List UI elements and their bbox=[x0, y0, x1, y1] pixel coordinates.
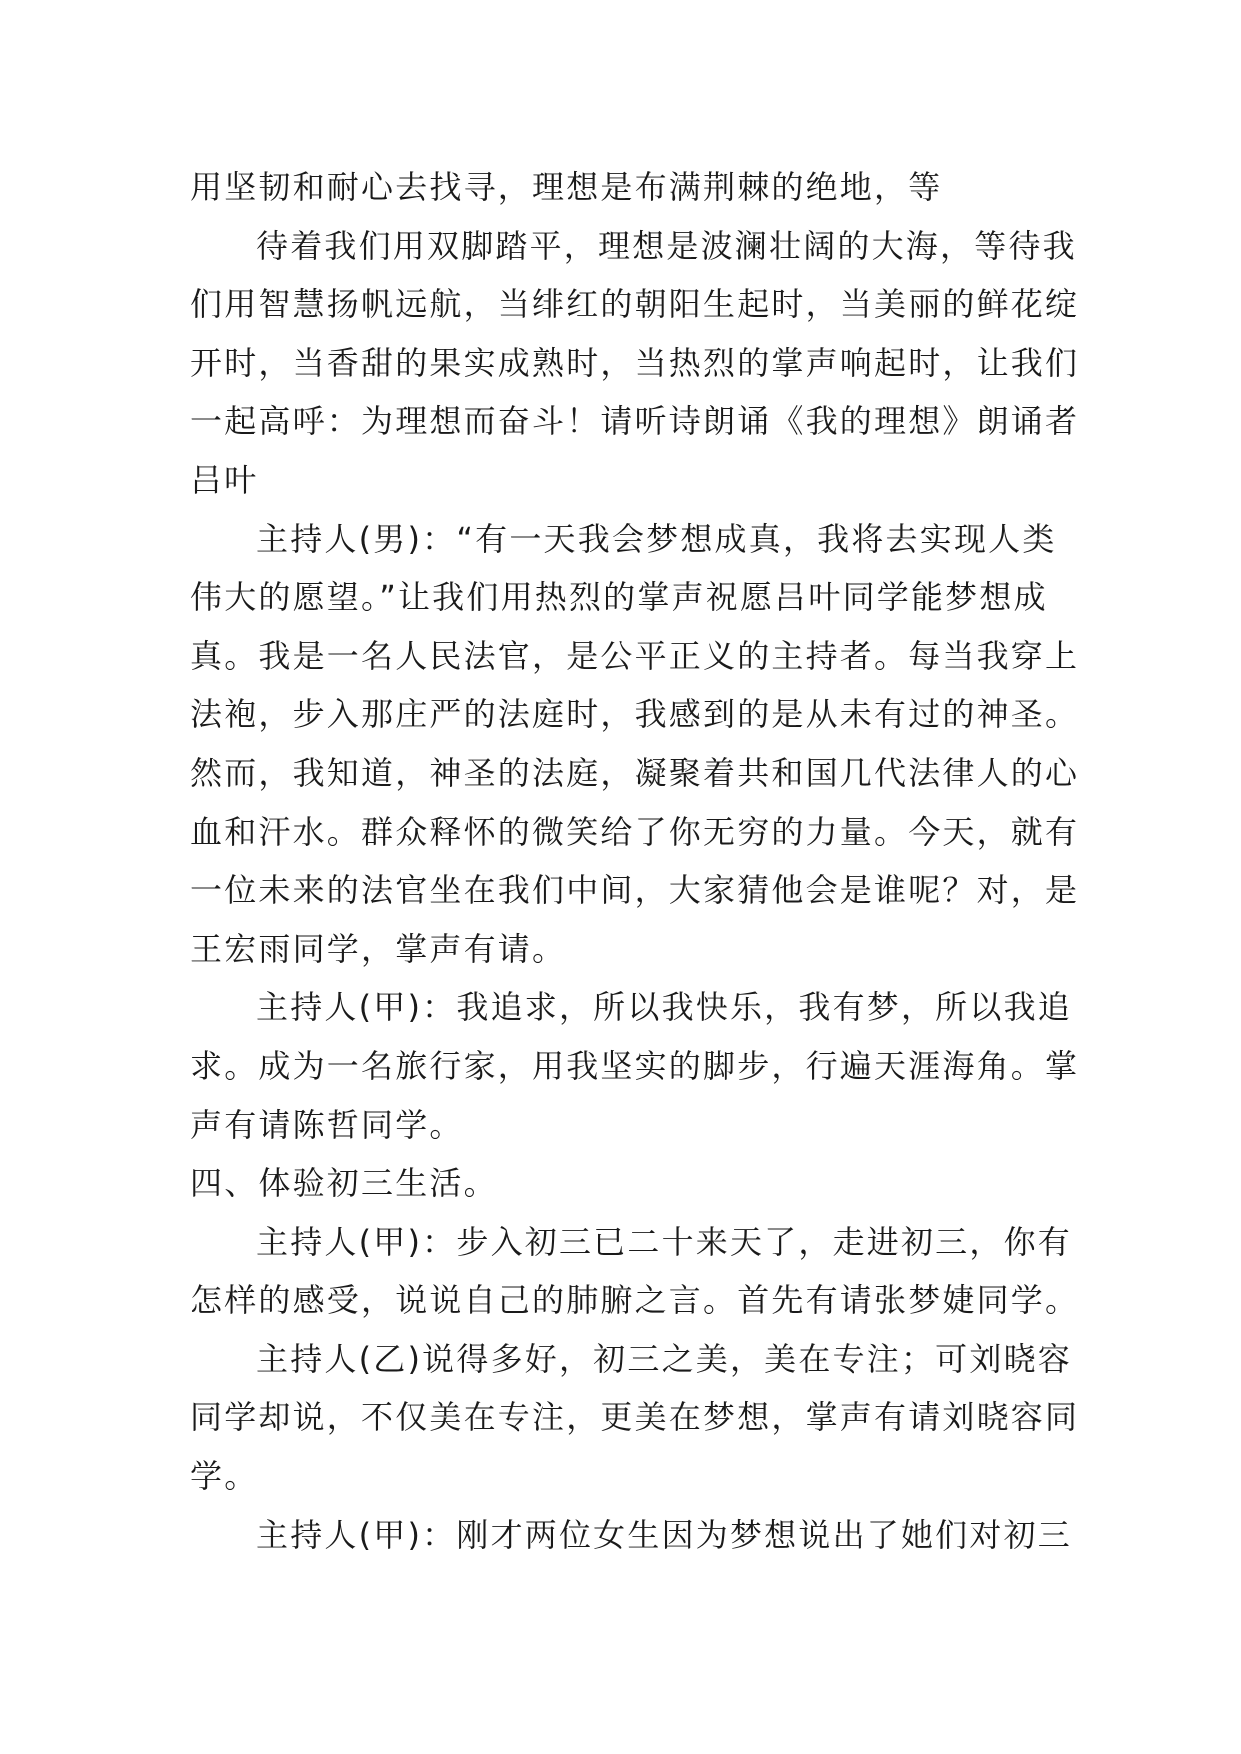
text-line: 怎样的感受，说说自己的肺腑之言。首先有请张梦婕同学。 bbox=[190, 1281, 1080, 1320]
text-line: 一位未来的法官坐在我们中间，大家猜他会是谁呢？对，是 bbox=[190, 871, 1080, 910]
text-line: 求。成为一名旅行家，用我坚实的脚步，行遍天涯海角。掌 bbox=[190, 1046, 1080, 1085]
text-line: 们用智慧扬帆远航，当绯红的朝阳生起时，当美丽的鲜花绽 bbox=[190, 285, 1080, 324]
text-line: 主持人(乙)说得多好，初三之美，美在专注；可刘晓容 bbox=[256, 1339, 1072, 1378]
text-line: 吕叶 bbox=[190, 460, 259, 499]
text-line: 然而，我知道，神圣的法庭，凝聚着共和国几代法律人的心 bbox=[190, 753, 1080, 792]
text-line: 同学却说，不仅美在专注，更美在梦想，掌声有请刘晓容同 bbox=[190, 1398, 1080, 1437]
text-line: 主持人(甲)：步入初三已二十来天了，走进初三，你有 bbox=[256, 1222, 1072, 1261]
text-line: 血和汗水。群众释怀的微笑给了你无穷的力量。今天，就有 bbox=[190, 812, 1080, 851]
text-line: 真。我是一名人民法官，是公平正义的主持者。每当我穿上 bbox=[190, 636, 1080, 675]
text-line: 主持人(甲)：我追求，所以我快乐，我有梦，所以我追 bbox=[256, 988, 1072, 1027]
text-line: 学。 bbox=[190, 1457, 259, 1496]
text-line: 开时，当香甜的果实成熟时，当热烈的掌声响起时，让我们 bbox=[190, 343, 1080, 382]
text-line: 伟大的愿望。”让我们用热烈的掌声祝愿吕叶同学能梦想成 bbox=[190, 578, 1048, 617]
text-line: 用坚韧和耐心去找寻，理想是布满荆棘的绝地，等 bbox=[190, 168, 943, 206]
text-line: 声有请陈哲同学。 bbox=[190, 1105, 464, 1144]
text-line: 法袍，步入那庄严的法庭时，我感到的是从未有过的神圣。 bbox=[190, 695, 1080, 734]
text-line: 一起高呼：为理想而奋斗！请听诗朗诵《我的理想》朗诵者 bbox=[190, 402, 1080, 441]
text-line: 待着我们用双脚踏平，理想是波澜壮阔的大海，等待我 bbox=[256, 226, 1077, 265]
section-heading: 四、体验初三生活。 bbox=[190, 1164, 498, 1203]
document-body bbox=[190, 158, 1080, 1564]
text-line: 主持人(甲)：刚才两位女生因为梦想说出了她们对初三 bbox=[256, 1515, 1072, 1554]
text-line: 主持人(男)：“有一天我会梦想成真，我将去实现人类 bbox=[256, 519, 1057, 558]
text-line: 王宏雨同学，掌声有请。 bbox=[190, 929, 567, 968]
